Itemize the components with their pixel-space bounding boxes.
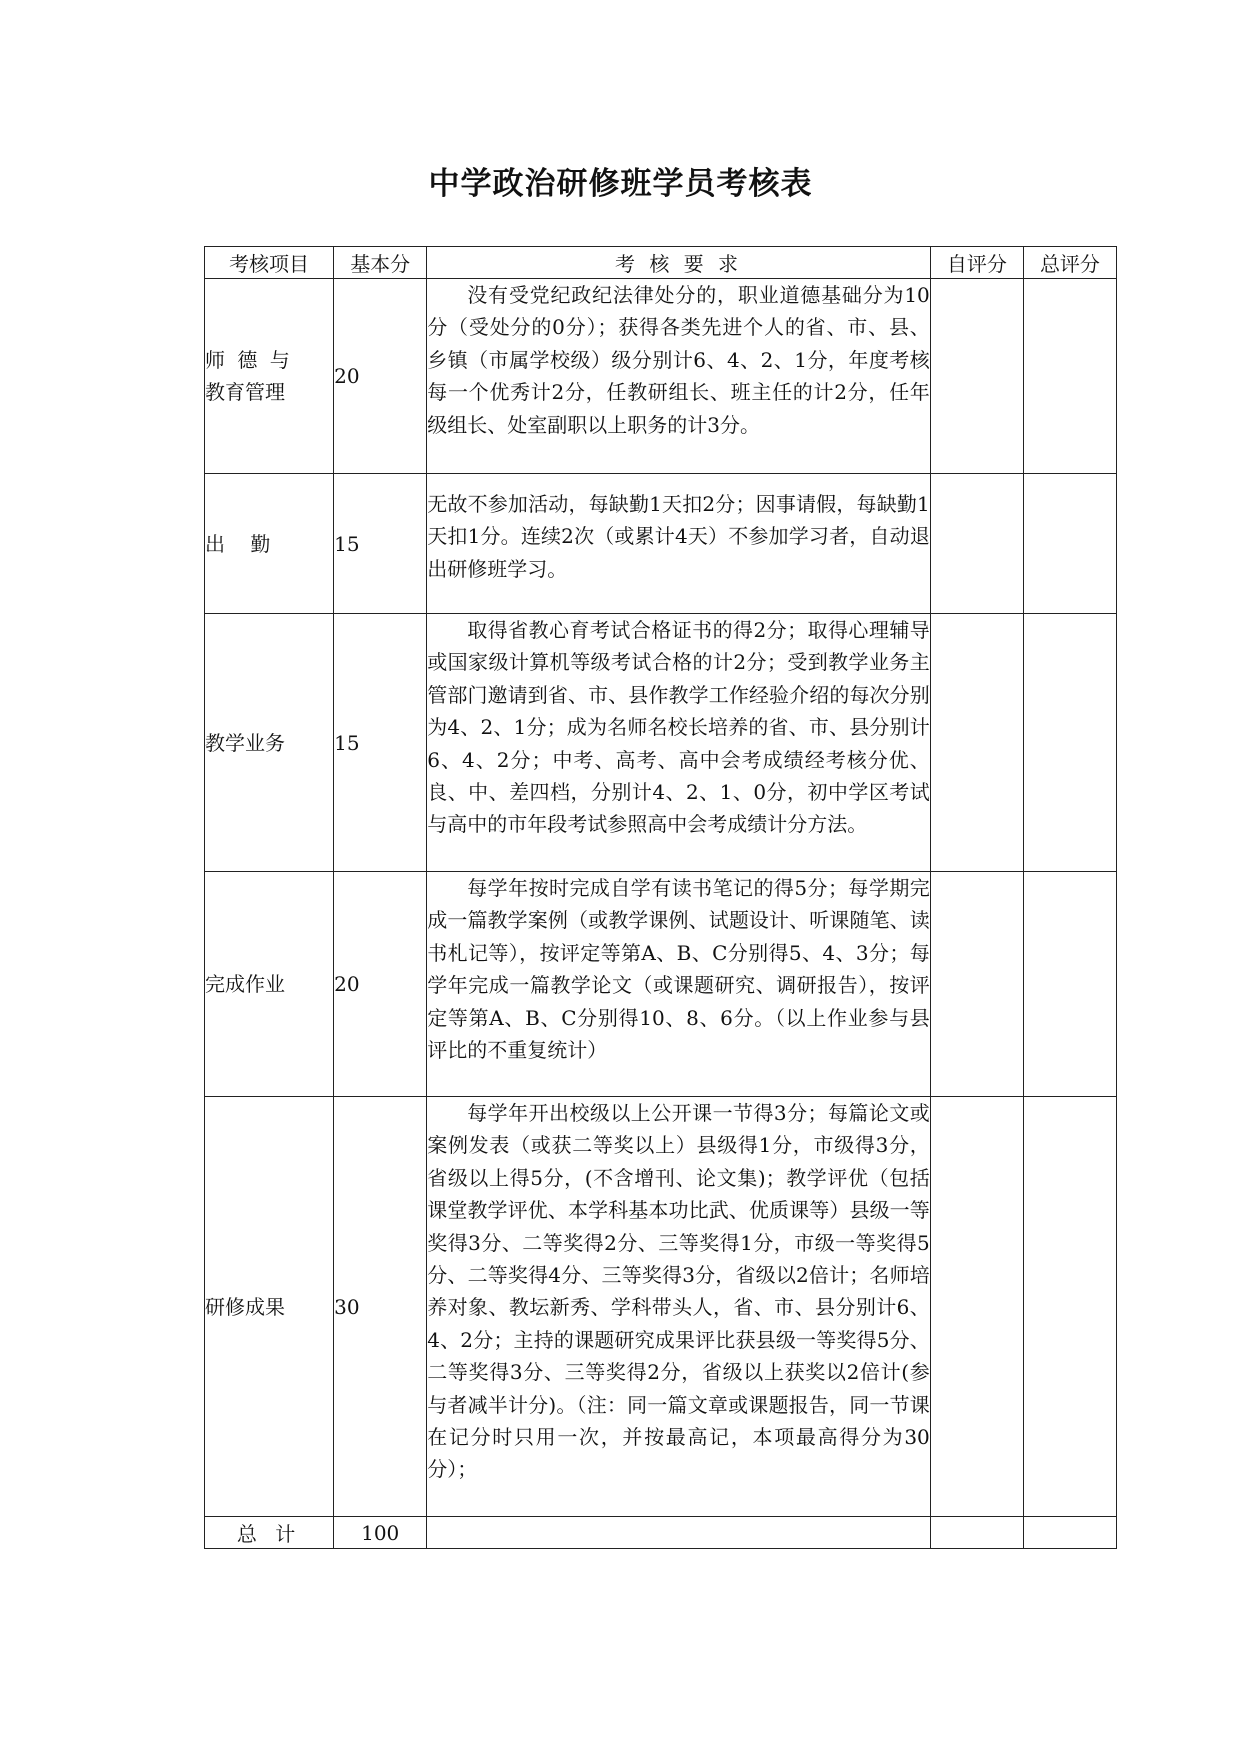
base-score-cell: 15 <box>334 614 427 872</box>
assessment-table <box>204 246 1117 1549</box>
item-cell: 完成作业 <box>205 872 334 1097</box>
total-requirement-cell <box>427 1517 931 1549</box>
table-row <box>205 1097 1117 1517</box>
requirement-text: 取得省教心育考试合格证书的得2分；取得心理辅导或国家级计算机等级考试合格的计2分；受到教学业务主管部门邀请到省、市、县作教学工作经验介绍的每次分别为4、2、1分；成为名师名校长培养的省、市、县分别计6、4、2分；中考、高考、高中会考成绩经考核分优、良、中、差四档，分别计4、2、1、0分，初中学区考试与高中的市年段考试参照高中会考成绩计分方法。 <box>427 618 930 837</box>
table-row <box>205 872 1117 1097</box>
item-cell <box>205 474 334 614</box>
total-base-cell: 100 <box>334 1517 427 1549</box>
self-score-cell[interactable] <box>930 279 1023 474</box>
item-cell <box>205 279 334 474</box>
item-label: 出 勤 <box>205 531 271 556</box>
total-total-score-cell[interactable] <box>1023 1517 1116 1549</box>
total-score-cell[interactable] <box>1023 872 1116 1097</box>
requirement-cell <box>427 872 931 1097</box>
total-row <box>205 1517 1117 1549</box>
requirement-text: 没有受党纪政纪法律处分的，职业道德基础分为10分（受处分的0分）；获得各类先进个人的省、市、县、乡镇（市属学校级）级分别计6、4、2、1分，年度考核每一个优秀计2分，任教研组长、班主任的计2分，任年级组长、处室副职以上职务的计3分。 <box>427 283 930 437</box>
header-base: 基本分 <box>334 247 427 279</box>
item-label-line2: 教育管理 <box>205 380 285 404</box>
requirement-text: 每学年开出校级以上公开课一节得3分；每篇论文或案例发表（或获二等奖以上）县级得1分，市级得3分，省级以上得5分，(不含增刊、论文集)；教学评优（包括课堂教学评优、本学科基本功比武、优质课等）县级一等奖得3分、二等奖得2分、三等奖得1分，市级一等奖得5分、二等奖得4分、三等奖得3分，省级以2倍计；名师培养对象、教坛新秀、学科带头人，省、市、县分别计6、4、2分；主持的课题研究成果评比获县级一等奖得5分、二等奖得3分、三等奖得2分，省级以上获奖以2倍计(参与者减半计分)。（注：同一篇文章或课题报告，同一节课在记分时只用一次，并按最高记，本项最高得分为30分）； <box>427 1101 930 1482</box>
total-self-score-cell[interactable] <box>930 1517 1023 1549</box>
item-label-line1: 师 德 与 <box>205 348 293 372</box>
header-self-score: 自评分 <box>930 247 1023 279</box>
item-cell: 研修成果 <box>205 1097 334 1517</box>
total-label-cell: 总 计 <box>205 1517 334 1549</box>
table-row <box>205 474 1117 614</box>
page-title: 中学政治研修班学员考核表 <box>428 166 813 202</box>
self-score-cell[interactable] <box>930 474 1023 614</box>
total-score-cell[interactable] <box>1023 1097 1116 1517</box>
base-score-cell: 20 <box>334 279 427 474</box>
table-row <box>205 614 1117 872</box>
total-score-cell[interactable] <box>1023 614 1116 872</box>
base-score-cell: 15 <box>334 474 427 614</box>
header-requirement: 考 核 要 求 <box>427 247 931 279</box>
header-item: 考核项目 <box>205 247 334 279</box>
requirement-cell <box>427 614 931 872</box>
self-score-cell[interactable] <box>930 1097 1023 1517</box>
table-row <box>205 279 1117 474</box>
total-score-cell[interactable] <box>1023 279 1116 474</box>
requirement-cell <box>427 279 931 474</box>
requirement-cell <box>427 474 931 614</box>
base-score-cell: 20 <box>334 872 427 1097</box>
requirement-text: 无故不参加活动，每缺勤1天扣2分；因事请假，每缺勤1天扣1分。连续2次（或累计4天）不参加学习者，自动退出研修班学习。 <box>427 492 930 581</box>
requirement-cell <box>427 1097 931 1517</box>
self-score-cell[interactable] <box>930 872 1023 1097</box>
requirement-text: 每学年按时完成自学有读书笔记的得5分；每学期完成一篇教学案例（或教学课例、试题设计、听课随笔、读书札记等），按评定等第A、B、C分别得5、4、3分；每学年完成一篇教学论文（或课题研究、调研报告），按评定等第A、B、C分别得10、8、6分。（以上作业参与县评比的不重复统计） <box>427 876 930 1063</box>
base-score-cell: 30 <box>334 1097 427 1517</box>
header-total-score: 总评分 <box>1023 247 1116 279</box>
table-header-row <box>205 247 1117 279</box>
total-score-cell[interactable] <box>1023 474 1116 614</box>
self-score-cell[interactable] <box>930 614 1023 872</box>
item-cell: 教学业务 <box>205 614 334 872</box>
